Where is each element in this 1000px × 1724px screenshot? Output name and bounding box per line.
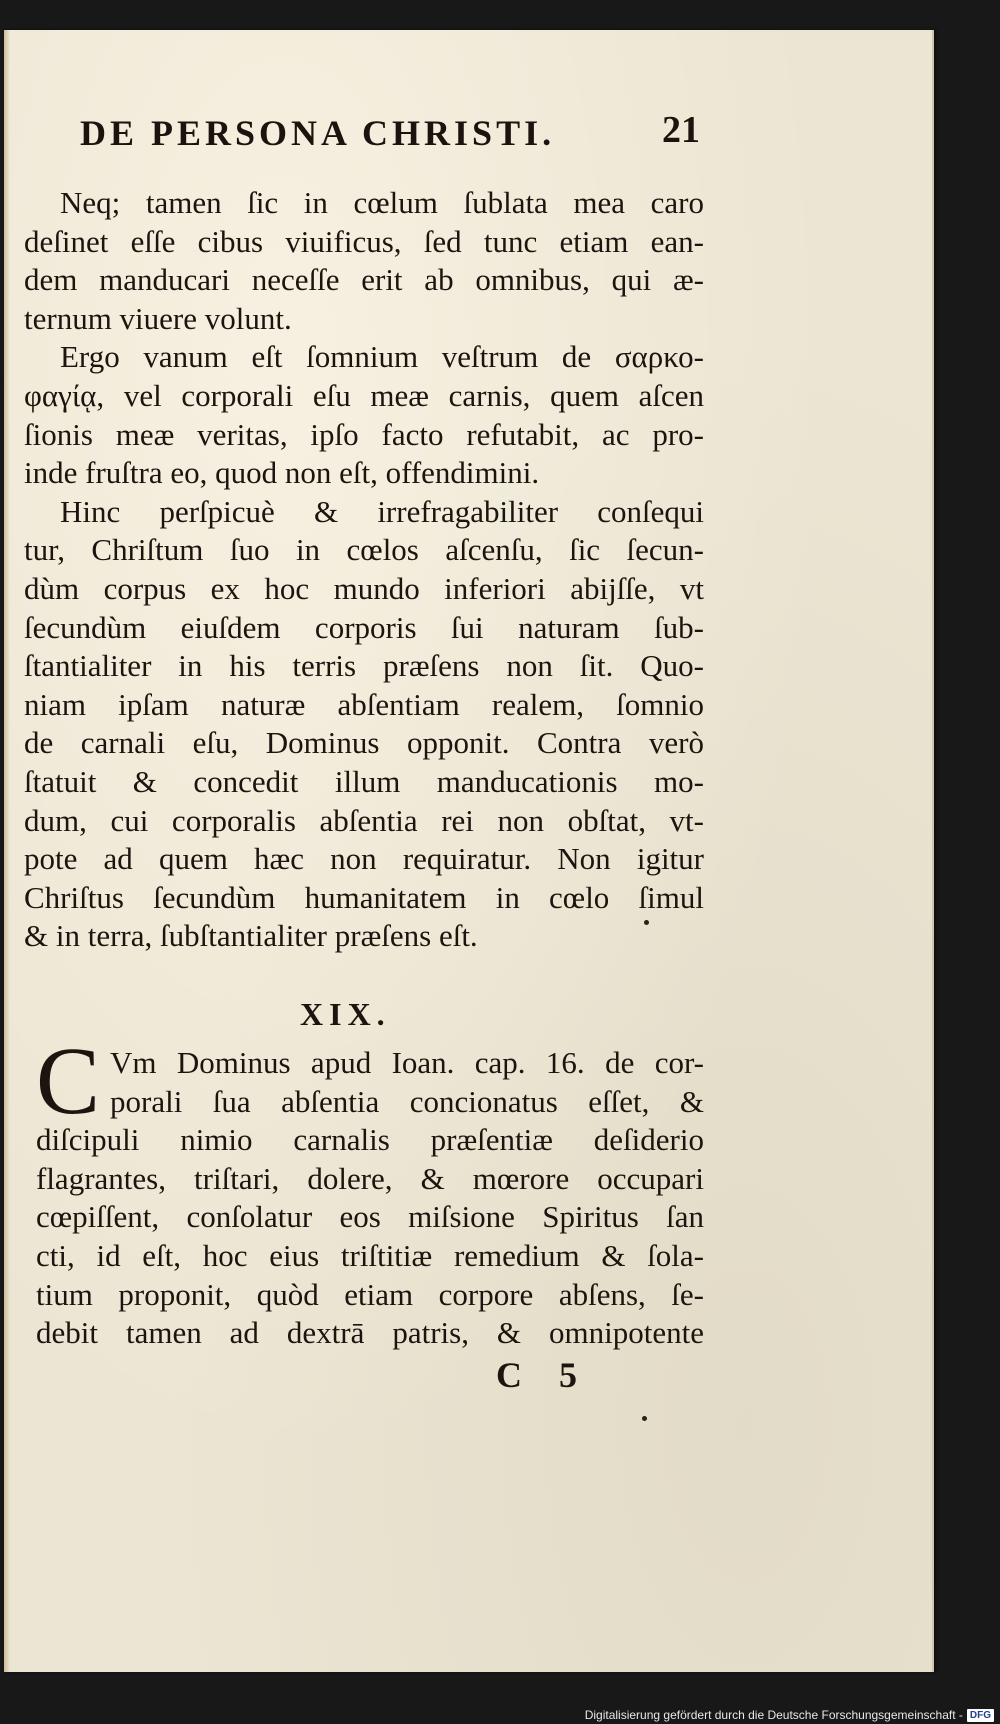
page-gutter-shadow	[4, 30, 10, 1672]
ink-speck	[644, 920, 649, 925]
page-header	[80, 108, 700, 158]
text-line: ternum viuere volunt.	[24, 300, 292, 336]
text-line: Neq; tamen ſic in cœlum ſublata mea caro	[60, 185, 704, 220]
text-line: tur, Chriſtum ſuo in cœlos aſcenſu, ſic ſecun-	[24, 532, 704, 568]
digitization-credit	[585, 1708, 994, 1722]
text-line: Hinc perſpicuè & irrefragabiliter conſequi	[60, 493, 704, 529]
text-line: flagrantes, triſtari, dolere, & mœrore occupari	[36, 1160, 704, 1196]
text-line: ſionis meæ veritas, ipſo facto refutabit, ac pro-	[24, 416, 704, 452]
text-line: Vm Dominus apud Ioan. cap. 16. de cor-	[110, 1045, 704, 1080]
folio-number: 21	[662, 109, 700, 151]
text-line: φαγίᾳ, vel corporali eſu meæ carnis, quem aſcen	[24, 377, 704, 413]
text-line: debit tamen ad dextrā patris, & omnipotente	[36, 1315, 704, 1351]
body-text-section	[36, 1027, 704, 1353]
text-line: diſcipuli nimio carnalis præſentiæ deſiderio	[36, 1122, 704, 1158]
text-line: ſecundùm eiuſdem corporis ſui naturam ſub-	[24, 609, 704, 645]
drop-cap-initial: C	[36, 1027, 101, 1134]
text-line: porali ſua abſentia concionatus eſſet, &	[110, 1083, 704, 1119]
text-line: ſtantialiter in his terris præſens non ſit. Quo-	[24, 648, 704, 684]
text-line: Ergo vanum eſt ſomnium veſtrum de σαρκο-	[60, 339, 704, 375]
book-page	[4, 30, 934, 1672]
dfg-logo: DFG	[967, 1709, 994, 1722]
text-line: de carnali eſu, Dominus opponit. Contra verò	[24, 725, 704, 761]
ink-speck	[642, 1416, 647, 1421]
text-line: pote ad quem hæc non requiratur. Non igitur	[24, 841, 704, 877]
body-text-top	[24, 184, 704, 956]
text-line: dùm corpus ex hoc mundo inferiori abijſſe, vt	[24, 570, 704, 606]
text-line: cti, id eſt, hoc eius triſtitiæ remedium & ſola-	[36, 1237, 704, 1273]
text-line: Chriſtus ſecundùm humanitatem in cœlo ſimul	[24, 879, 704, 915]
text-line: niam ipſam naturæ abſentiam realem, ſomnio	[24, 686, 704, 722]
text-line: tium proponit, quòd etiam corpore abſens, ſe-	[36, 1276, 704, 1312]
text-line: inde fruſtra eo, quod non eſt, offendimini.	[24, 455, 540, 491]
section-numeral: XIX.	[300, 996, 391, 1032]
running-title: DE PERSONA CHRISTI.	[80, 113, 556, 153]
text-line: dum, cui corporalis abſentia rei non obſtat, vt-	[24, 802, 704, 838]
text-line: & in terra, ſubſtantialiter præſens eſt.	[24, 918, 478, 954]
signature-mark: C 5	[496, 1355, 591, 1395]
text-line: deſinet eſſe cibus viuificus, ſed tunc etiam ean-	[24, 223, 704, 259]
text-line: cœpiſſent, conſolatur eos miſsione Spiritus ſan	[36, 1199, 704, 1235]
text-line: dem manducari neceſſe erit ab omnibus, qui æ-	[24, 262, 704, 298]
text-line: ſtatuit & concedit illum manducationis mo-	[24, 763, 704, 799]
credit-text: Digitalisierung gefördert durch die Deutsche Forschungsgemeinschaft -	[584, 1708, 963, 1722]
